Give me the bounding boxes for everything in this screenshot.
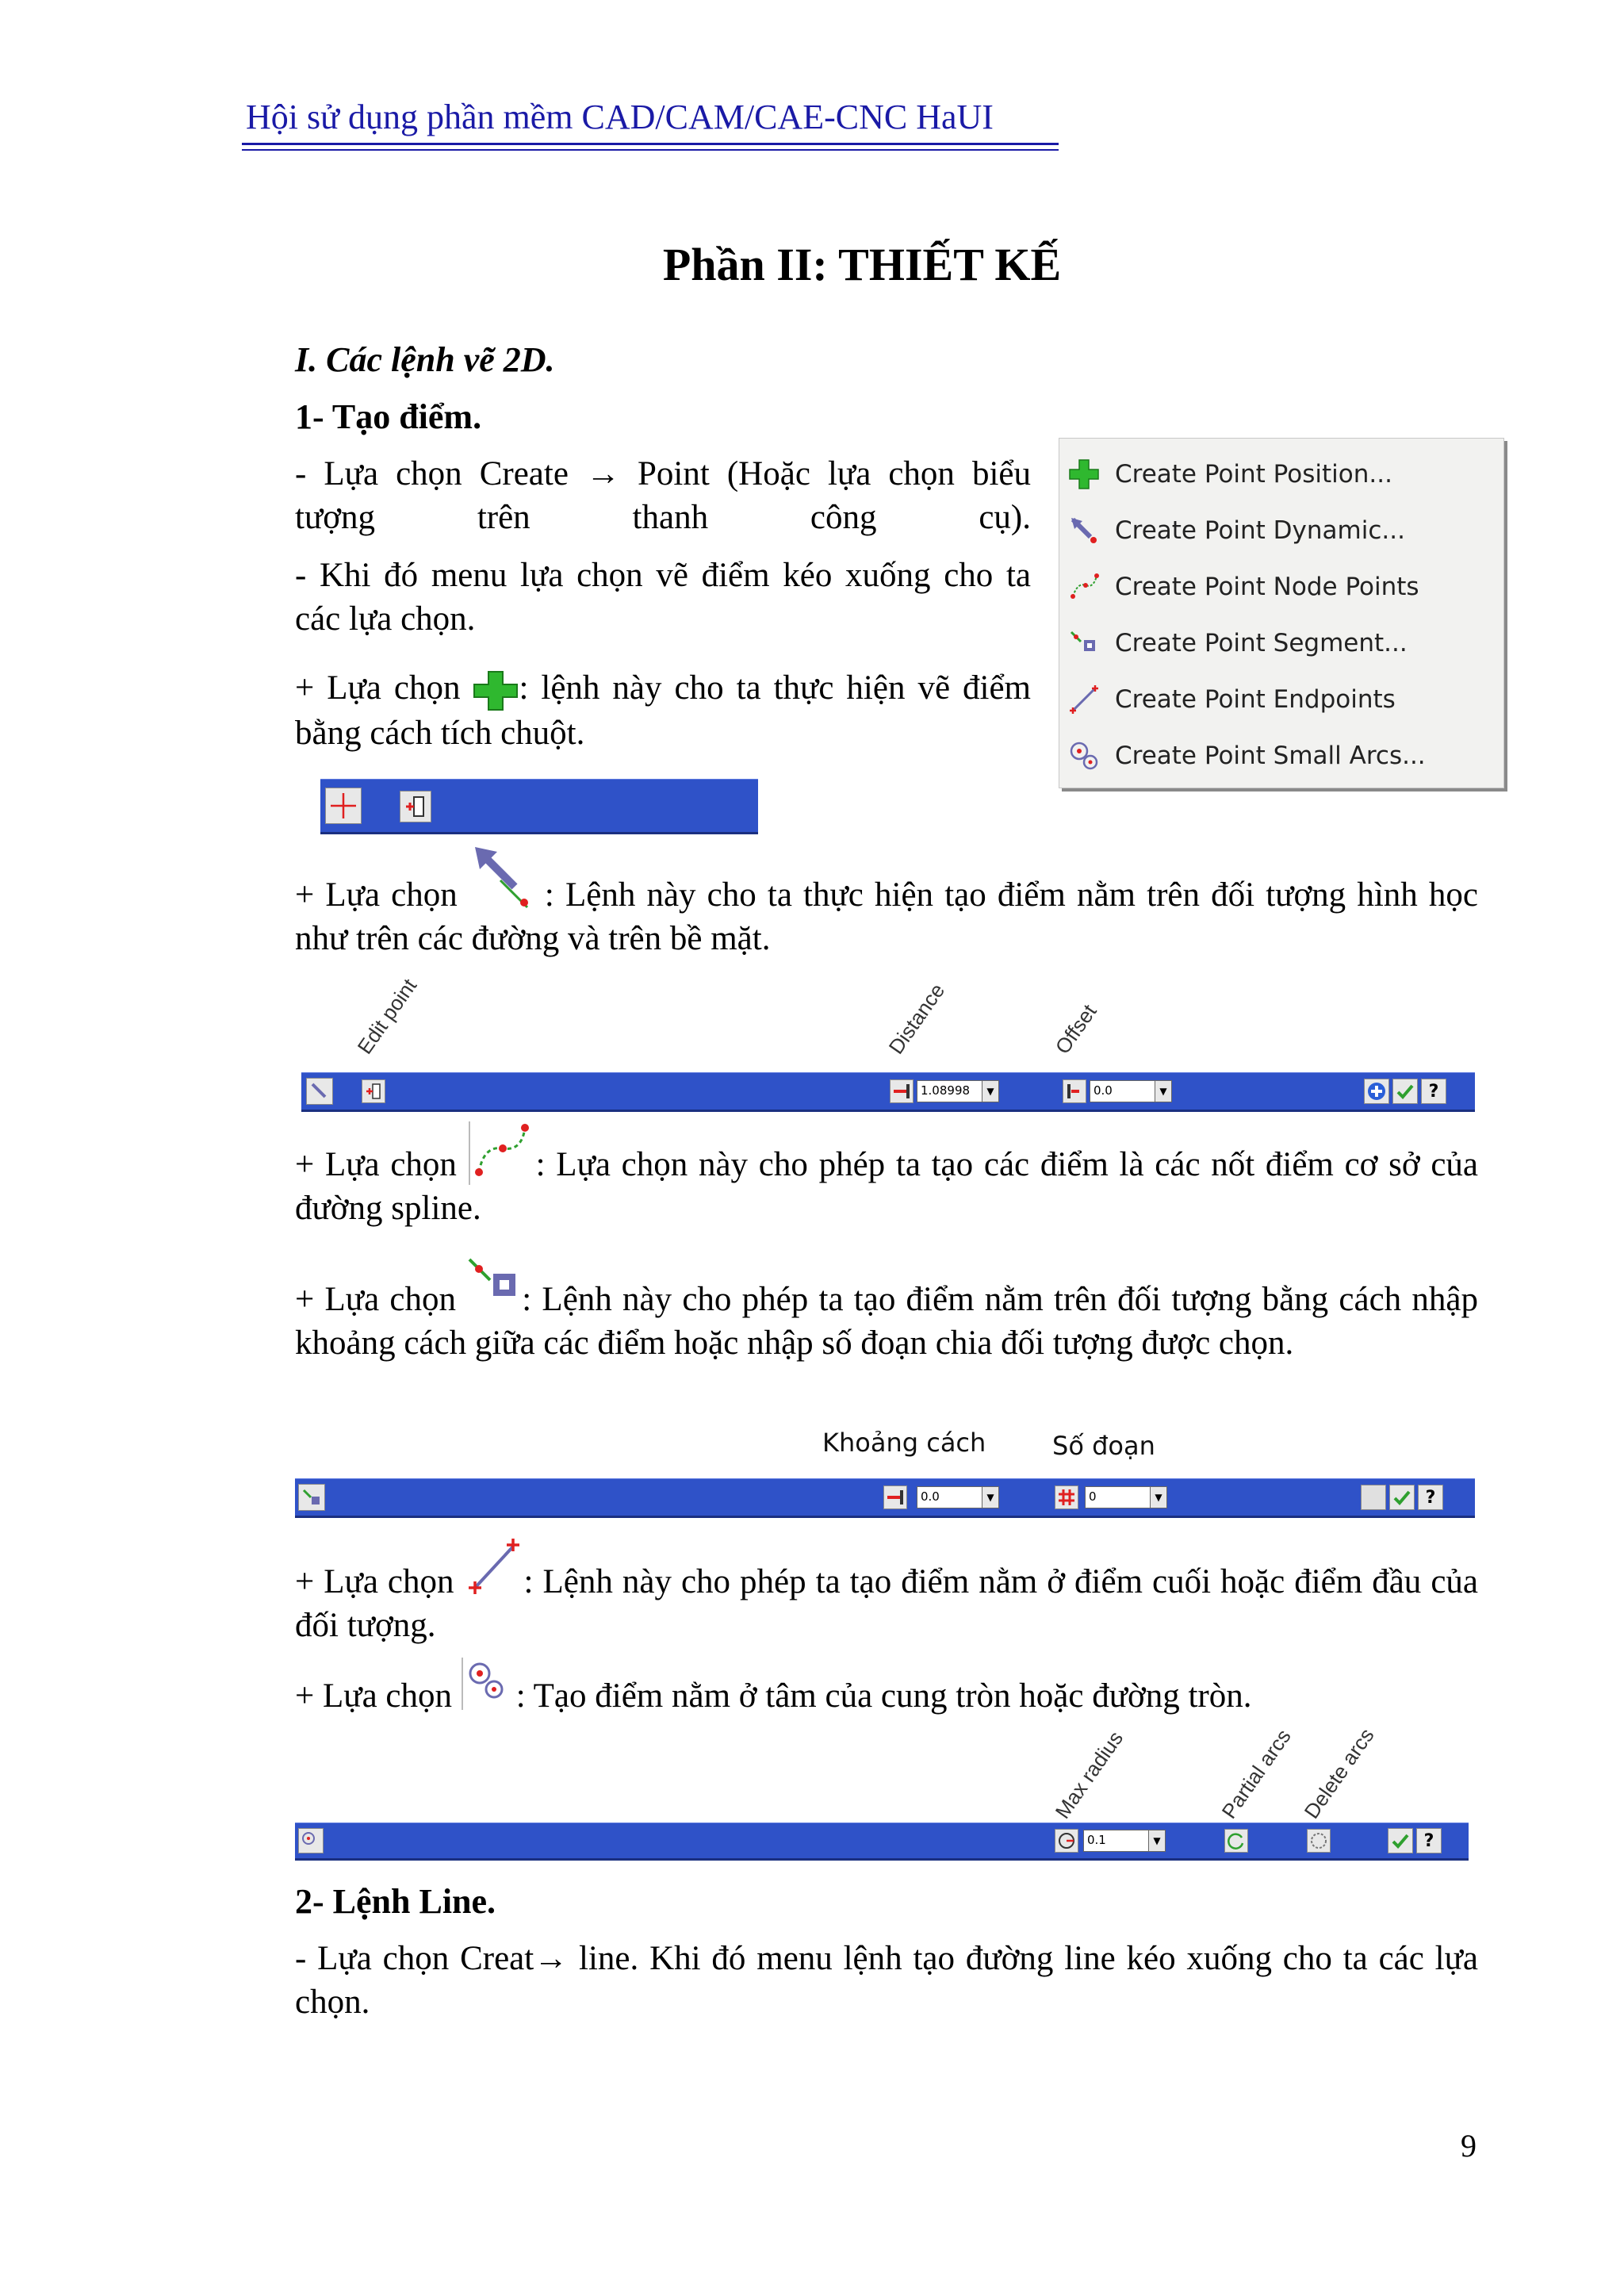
toolbar-bar xyxy=(295,1823,1469,1861)
paragraph-option-dynamic: + Lựa chọn : Lệnh này cho ta thực hiện tạo điểm nằm trên đối tượng hình học như trên các đường và trên bề mặt. xyxy=(295,872,1478,960)
point-dynamic-toolbar-area xyxy=(301,974,1475,1110)
partial-arcs-label: Partial arcs xyxy=(1216,1724,1296,1823)
edit-point-icon[interactable] xyxy=(362,1079,385,1103)
chevron-down-icon[interactable]: ▼ xyxy=(1150,1487,1166,1508)
arc-center-icon[interactable] xyxy=(298,1828,324,1853)
edit-point-icon[interactable] xyxy=(400,791,431,822)
segments-icon[interactable] xyxy=(1055,1485,1078,1509)
segment-point-icon xyxy=(466,1277,522,1321)
delete-arcs-label: Delete arcs xyxy=(1299,1723,1379,1823)
menu-item-point-dynamic[interactable]: Create Point Dynamic... xyxy=(1066,506,1494,555)
green-plus-icon xyxy=(473,670,519,711)
create-point-menu xyxy=(1059,438,1504,788)
help-icon[interactable]: ? xyxy=(1418,1485,1443,1510)
header-rule-thin xyxy=(242,149,1059,151)
paragraph-create-point: - Lựa chọn Create → Point (Hoặc lựa chọn biểu tượng trên thanh công cụ). xyxy=(295,455,1031,536)
page-title: Phần II: THIẾT KẾ xyxy=(662,239,1062,290)
spline-node-icon xyxy=(468,1142,536,1186)
help-icon[interactable]: ? xyxy=(1416,1828,1442,1853)
help-icon[interactable]: ? xyxy=(1421,1079,1446,1104)
delete-arcs-toggle[interactable] xyxy=(1307,1829,1331,1853)
ok-check-icon[interactable] xyxy=(1389,1485,1415,1510)
apply-icon[interactable] xyxy=(1361,1485,1386,1510)
menu-item-point-node[interactable]: Create Point Node Points xyxy=(1066,562,1494,611)
menu-item-point-position[interactable]: Create Point Position... xyxy=(1066,450,1494,499)
partial-arcs-toggle[interactable] xyxy=(1224,1829,1248,1853)
arc-center-icon xyxy=(1066,738,1102,774)
paragraph-line-command: - Lựa chọn Creat→ line. Khi đó menu lệnh tạo đường line kéo xuống cho ta các lựa chọn. xyxy=(295,1940,1478,2021)
dynamic-arrow-icon[interactable] xyxy=(306,1078,333,1105)
chevron-down-icon[interactable]: ▼ xyxy=(1155,1081,1171,1102)
paragraph-menu-dropdown: - Khi đó menu lựa chọn vẽ điểm kéo xuống cho ta các lựa chọn. xyxy=(295,557,1031,638)
point-position-toolbar xyxy=(320,779,758,834)
header-rule xyxy=(242,143,1059,145)
subsection-heading-line: 2- Lệnh Line. xyxy=(295,1882,496,1921)
dynamic-arrow-icon xyxy=(469,872,545,917)
subsection-heading-point: 1- Tạo điểm. xyxy=(295,397,482,436)
spline-node-icon xyxy=(1066,569,1102,605)
ok-check-icon[interactable] xyxy=(1392,1079,1418,1104)
endpoints-icon xyxy=(1066,681,1102,718)
ok-check-icon[interactable] xyxy=(1388,1828,1413,1853)
chevron-down-icon[interactable]: ▼ xyxy=(1148,1830,1165,1851)
toolbar-bar xyxy=(301,1072,1475,1112)
max-radius-icon[interactable] xyxy=(1055,1829,1078,1853)
paragraph-option-small-arcs: + Lựa chọn : Tạo điểm nằm ở tâm của cung tròn hoặc đường tròn. xyxy=(295,1673,1252,1718)
max-radius-label: Max radius xyxy=(1050,1727,1128,1823)
page-header: Hội sử dụng phần mềm CAD/CAM/CAE-CNC HaUI xyxy=(246,98,994,136)
section-heading: I. Các lệnh vẽ 2D. xyxy=(295,340,555,379)
endpoints-icon xyxy=(464,1559,524,1604)
distance-label: Khoảng cách xyxy=(822,1428,986,1458)
paragraph-option-endpoints: + Lựa chọn : Lệnh này cho phép ta tạo điểm nằm ở điểm cuối hoặc điểm đầu của đối tượng. xyxy=(295,1559,1478,1647)
offset-icon[interactable] xyxy=(1063,1079,1086,1103)
max-radius-input[interactable]: 0.1 ▼ xyxy=(1083,1830,1166,1852)
chevron-down-icon[interactable]: ▼ xyxy=(982,1081,998,1102)
segments-label: Số đoạn xyxy=(1052,1431,1155,1461)
menu-item-point-small-arcs[interactable]: Create Point Small Arcs... xyxy=(1066,731,1494,780)
distance-icon[interactable] xyxy=(883,1485,907,1509)
apply-icon[interactable] xyxy=(1364,1079,1389,1104)
segments-input[interactable]: 0 ▼ xyxy=(1085,1486,1167,1508)
dynamic-arrow-icon xyxy=(1066,512,1102,549)
segment-point-icon[interactable] xyxy=(298,1484,325,1511)
arc-center-icon xyxy=(461,1673,516,1718)
crosshair-icon[interactable] xyxy=(325,788,362,824)
offset-input[interactable]: 0.0 ▼ xyxy=(1090,1080,1172,1102)
distance-input[interactable]: 1.08998 ▼ xyxy=(917,1080,999,1102)
paragraph-option-position: + Lựa chọn : lệnh này cho ta thực hiện vẽ điểm bằng cách tích chuột. xyxy=(295,669,1031,753)
menu-item-point-endpoints[interactable]: Create Point Endpoints xyxy=(1066,675,1494,724)
distance-input[interactable]: 0.0 ▼ xyxy=(917,1486,999,1508)
point-segment-toolbar-area xyxy=(295,1428,1475,1521)
edit-point-label: Edit point xyxy=(352,974,422,1059)
segment-point-icon xyxy=(1066,625,1102,661)
distance-label: Distance xyxy=(883,979,950,1059)
offset-label: Offset xyxy=(1050,999,1101,1059)
paragraph-option-segment: + Lựa chọn : Lệnh này cho phép ta tạo điểm nằm trên đối tượng bằng cách nhập khoảng cách giữa các điểm hoặc nhập số đoạn chia đối tượng được chọn. xyxy=(295,1277,1478,1365)
toolbar-bar xyxy=(295,1478,1475,1518)
point-arcs-toolbar-area xyxy=(295,1723,1469,1862)
chevron-down-icon[interactable]: ▼ xyxy=(982,1487,998,1508)
menu-item-point-segment[interactable]: Create Point Segment... xyxy=(1066,619,1494,668)
distance-icon[interactable] xyxy=(890,1079,914,1103)
green-plus-icon xyxy=(1066,456,1102,493)
paragraph-option-node: + Lựa chọn : Lựa chọn này cho phép ta tạo các điểm là các nốt điểm cơ sở của đường spline. xyxy=(295,1142,1478,1230)
page-number: 9 xyxy=(1461,2128,1477,2164)
